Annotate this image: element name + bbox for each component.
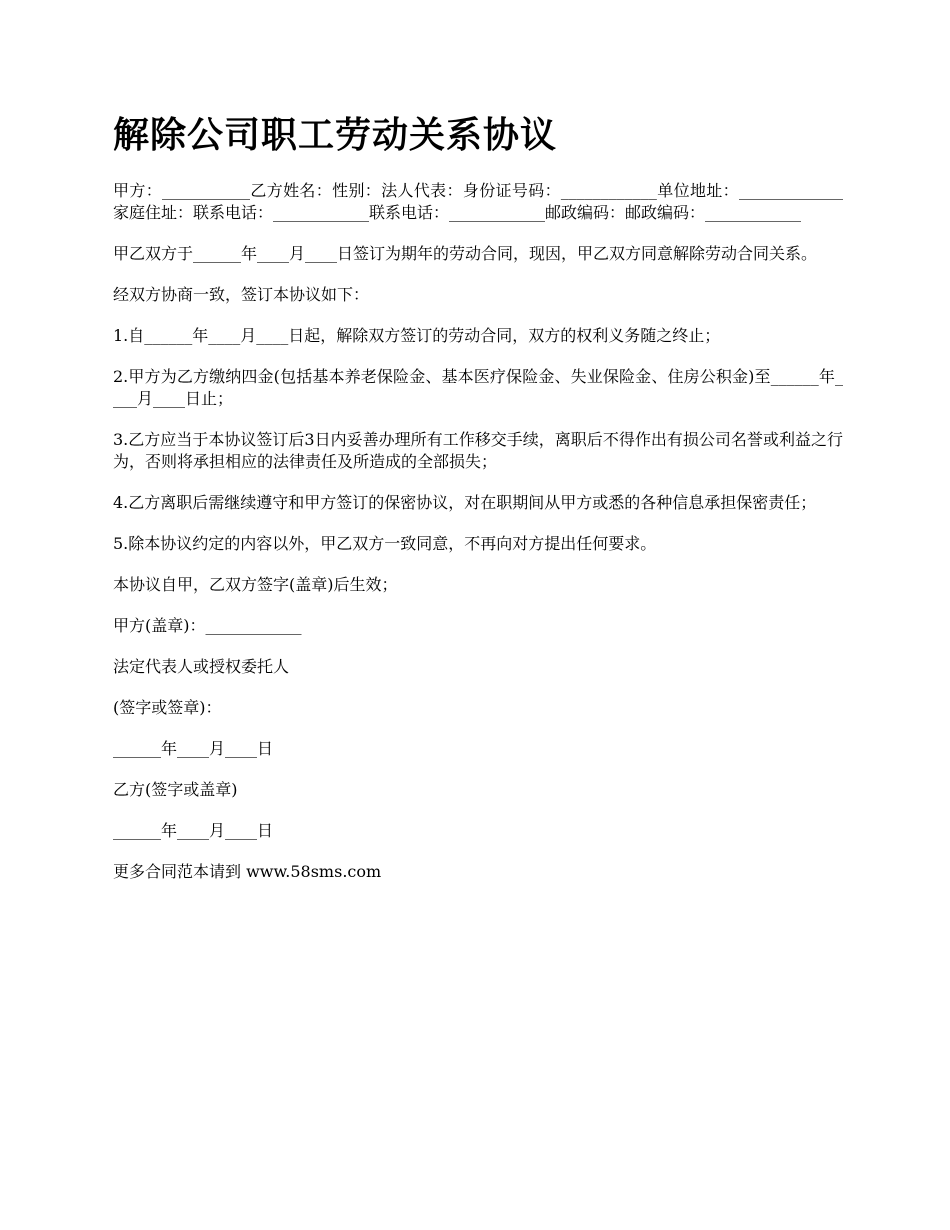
party-a-seal-line: 甲方(盖章)：____________ xyxy=(113,616,302,635)
footer-link-text: 更多合同范本请到 www.58sms.com xyxy=(113,862,382,881)
party-b-signature-label: 乙方(签字或盖章) xyxy=(113,780,238,799)
clause-4: 4.乙方离职后需继续遵守和甲方签订的保密协议，对在职期间从甲方或悉的各种信息承担保密责任； xyxy=(113,493,817,512)
agreement-intro-paragraph: 经双方协商一致，签订本协议如下： xyxy=(113,285,370,304)
clause-3: 3.乙方应当于本协议签订后3日内妥善办理所有工作移交手续，离职后不得作出有损公司名誉或利益之行为，否则将承担相应的法律责任及所造成的全部损失； xyxy=(113,430,843,471)
signature-label: (签字或签章)： xyxy=(113,698,222,717)
party-info-paragraph: 甲方：___________乙方姓名：性别：法人代表：身份证号码：____________单位地址：_____________家庭住址：联系电话：____________联系电话：____________邮政编码：邮政编码：____________ xyxy=(113,181,843,222)
document-title: 解除公司职工劳动关系协议 xyxy=(113,115,558,156)
clause-2: 2.甲方为乙方缴纳四金(包括基本养老保险金、基本医疗保险金、失业保险金、住房公积金)至______年____月____日止； xyxy=(113,367,843,408)
effective-clause: 本协议自甲，乙双方签字(盖章)后生效； xyxy=(113,575,398,594)
party-a-date-line: ______年____月____日 xyxy=(113,739,274,758)
contract-background-paragraph: 甲乙双方于______年____月____日签订为期年的劳动合同，现因，甲乙双方同意解除劳动合同关系。 xyxy=(113,244,818,263)
clause-5: 5.除本协议约定的内容以外，甲乙双方一致同意，不再向对方提出任何要求。 xyxy=(113,534,657,553)
legal-representative-label: 法定代表人或授权委托人 xyxy=(113,657,290,676)
party-b-date-line: ______年____月____日 xyxy=(113,821,274,840)
document-page xyxy=(113,108,843,902)
clause-1: 1.自______年____月____日起，解除双方签订的劳动合同，双方的权利义务随之终止； xyxy=(113,326,721,345)
